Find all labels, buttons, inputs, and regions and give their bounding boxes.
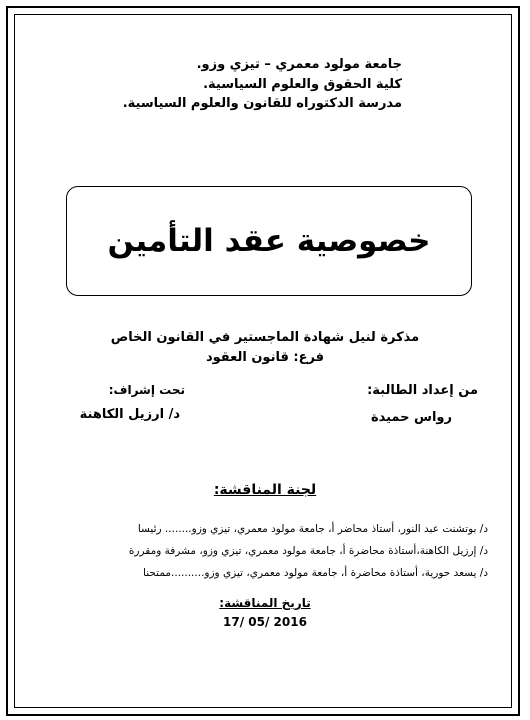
thesis-title: خصوصية عقد التأمين <box>107 223 431 259</box>
faculty-name: كلية الحقوق والعلوم السياسية. <box>203 76 402 92</box>
committee-member: د/ إرزيل الكاهنة،أستاذة محاضرة أ، جامعة مولود معمري، تيزي وزو، مشرفة ومقررة <box>128 545 488 557</box>
institution-header <box>123 55 402 114</box>
memo-line: مذكرة لنيل شهادة الماجستير في القانون الخاص <box>110 330 420 345</box>
supervisor-name: د/ ارزيل الكاهنة <box>79 407 180 422</box>
committee-title <box>0 482 530 498</box>
discussion-date-label <box>0 596 530 610</box>
author-name: رواس حميدة <box>370 410 452 425</box>
discussion-date-label-text: تاريخ المناقشة: <box>219 596 311 610</box>
supervisor-label: تحت إشراف: <box>108 383 185 397</box>
university-name: جامعة مولود معمري – تيزي وزو. <box>196 57 402 72</box>
thesis-title-box <box>66 186 472 296</box>
author-label: من إعداد الطالبة: <box>367 383 478 398</box>
discussion-date: 17/ 05/ 2016 <box>223 615 307 629</box>
committee-title-text: لجنة المناقشة: <box>213 482 317 498</box>
branch-line: فرع: قانون العقود <box>205 350 325 365</box>
committee-member: د/ يسعد حورية، أستاذة محاضرة أ، جامعة مولود معمري، تيزي وزو..........ممتحنا <box>143 567 488 579</box>
committee-member: د/ بوتشنت عبد النور، أستاذ محاضر أ، جامعة مولود معمري، تيزي وزو........ رئيسا <box>137 523 488 535</box>
doctoral-school-name: مدرسة الدكتوراه للقانون والعلوم السياسية. <box>122 96 402 111</box>
